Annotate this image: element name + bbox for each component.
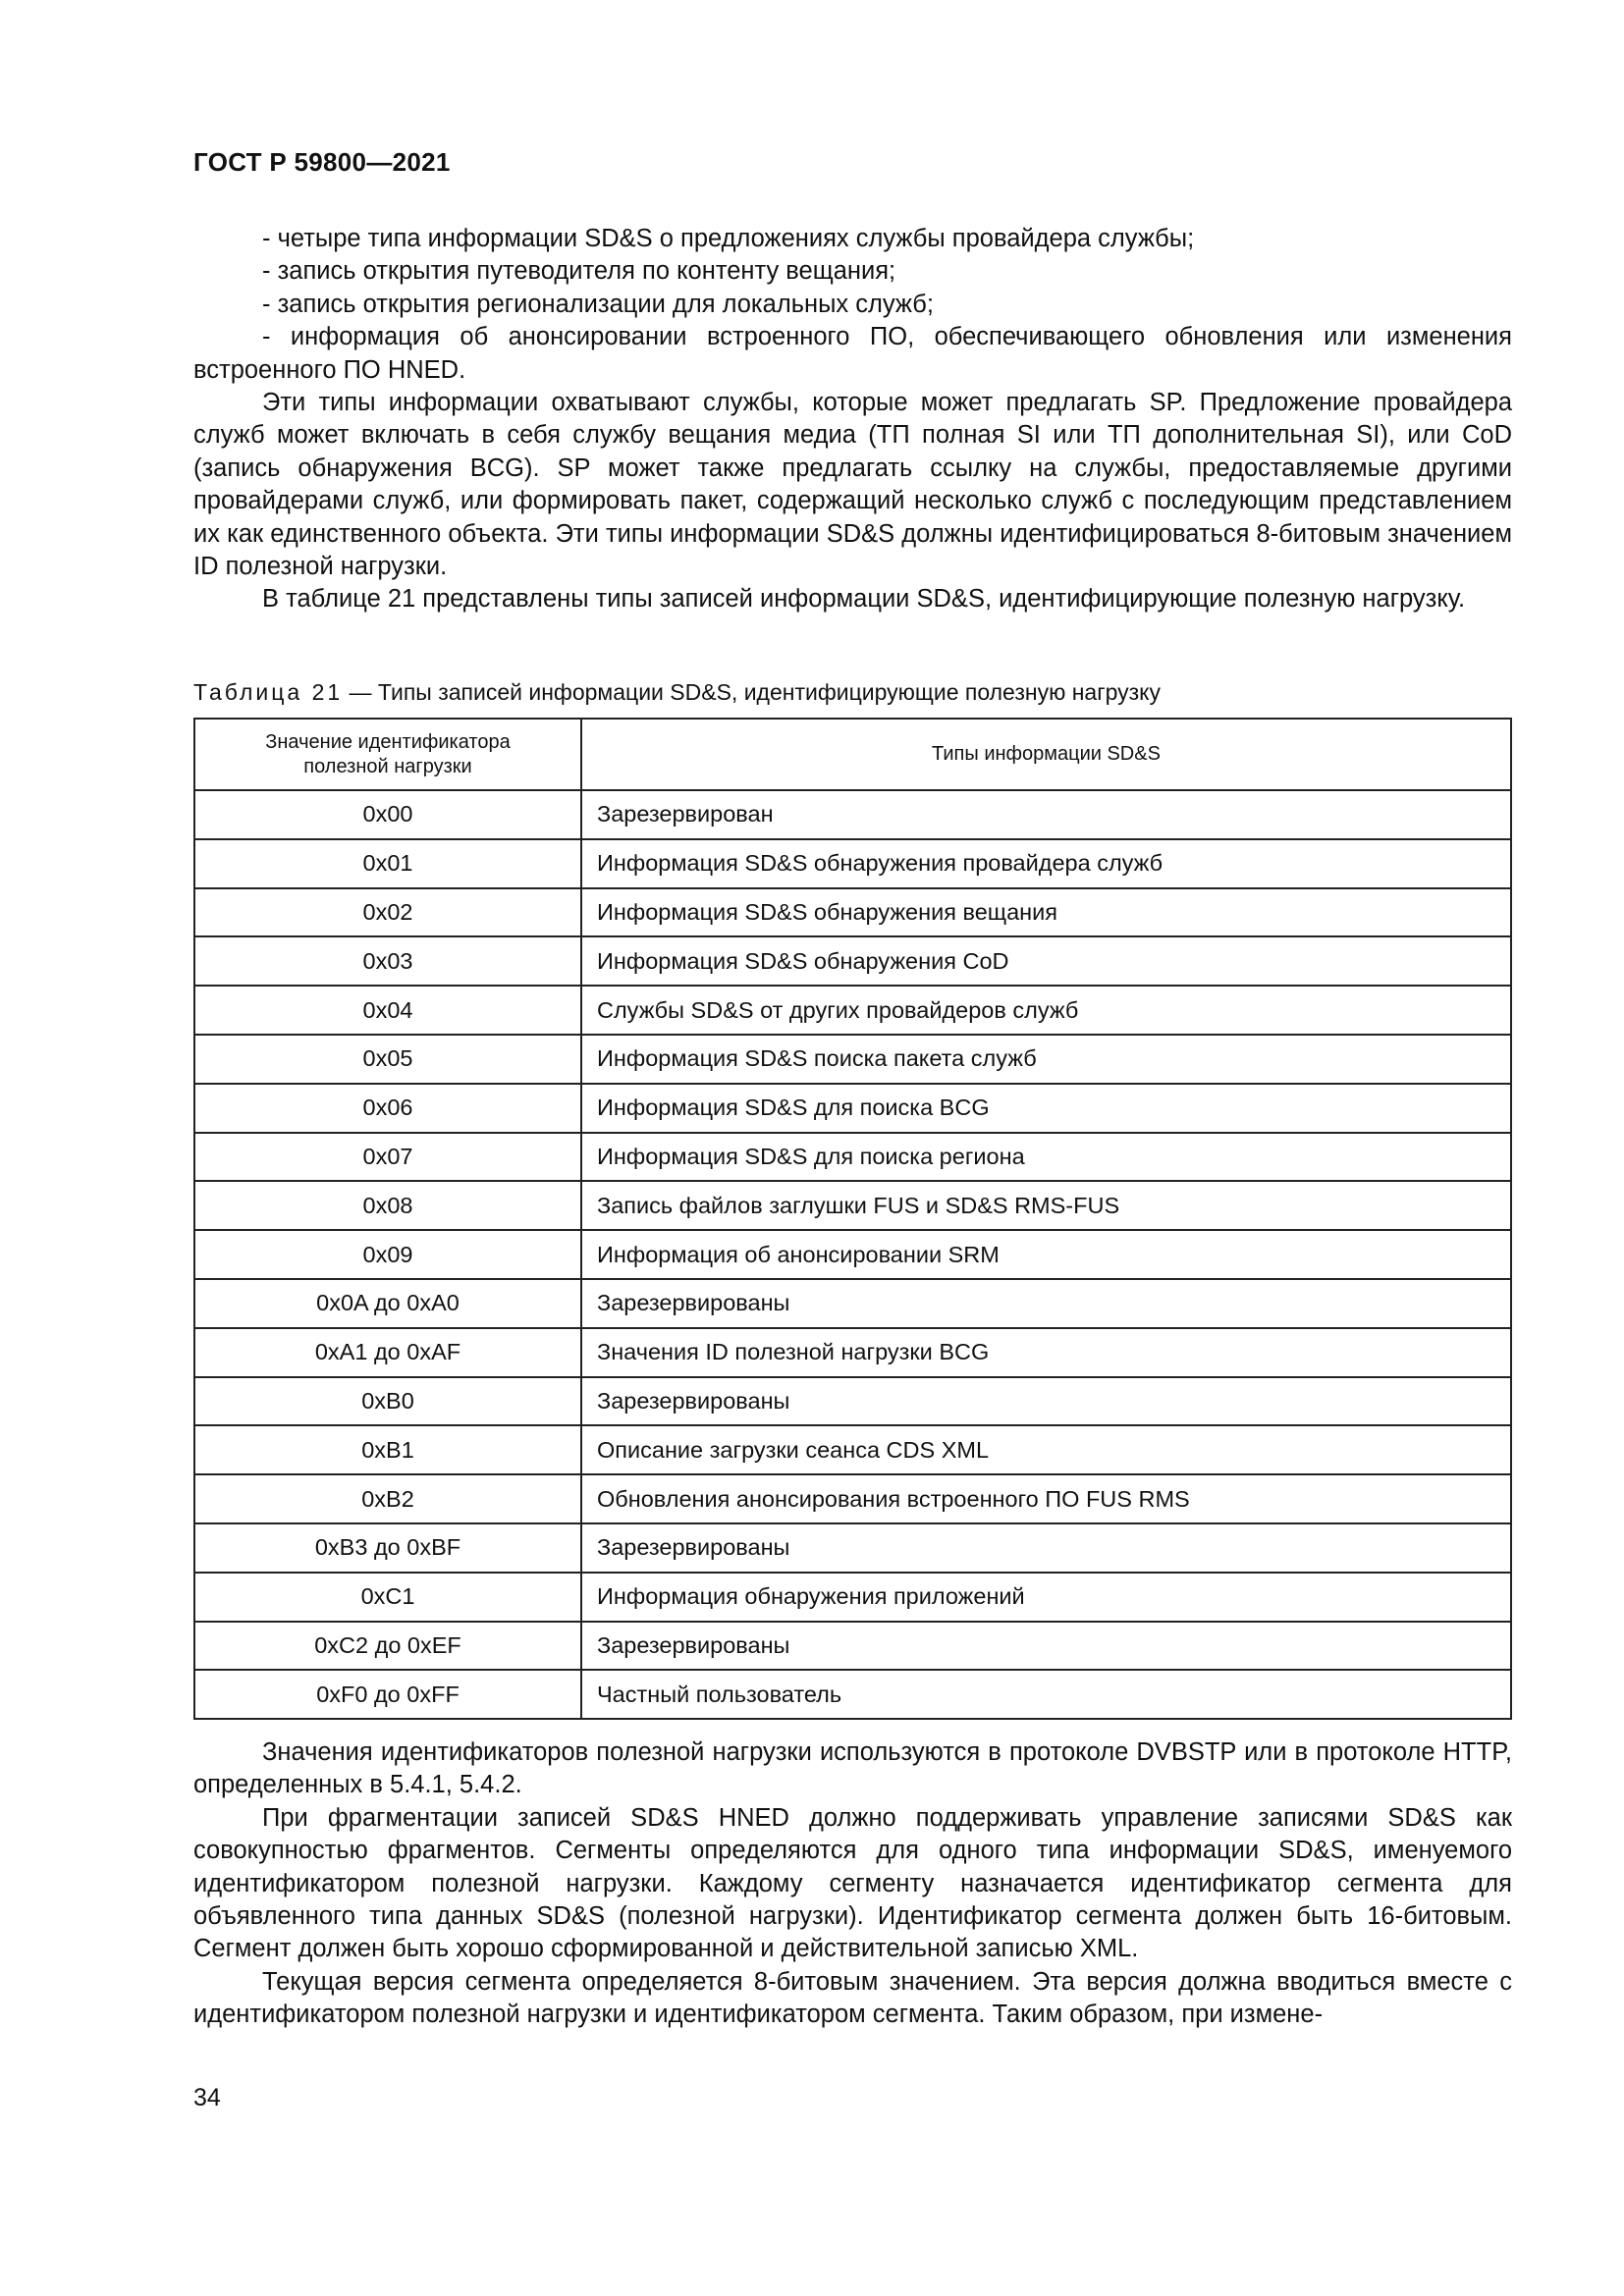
- table-row: [194, 1035, 1511, 1084]
- payload-id-cell: 0xF0 до 0xFF: [194, 1670, 581, 1719]
- table-row: [194, 1670, 1511, 1719]
- paragraph: Текущая версия сегмента определяется 8-битовым значением. Эта версия должна вводиться вместе с идентификатором полезной нагрузки и идентификатором сегмента. Таким образом, при измене-: [193, 1967, 1512, 2029]
- info-type-cell: Информация SD&S поиска пакета служб: [581, 1035, 1511, 1084]
- table-row: [194, 1084, 1511, 1133]
- payload-id-cell: 0xB1: [194, 1425, 581, 1474]
- info-type-cell: Информация SD&S для поиска BCG: [581, 1084, 1511, 1133]
- table-row: [194, 1181, 1511, 1230]
- table-row: [194, 1573, 1511, 1622]
- table-row: [194, 1622, 1511, 1671]
- table-row: [194, 1425, 1511, 1474]
- payload-id-cell: 0xA1 до 0xAF: [194, 1328, 581, 1377]
- table-row: [194, 1474, 1511, 1523]
- document-header: ГОСТ Р 59800—2021: [193, 147, 451, 177]
- paragraph: При фрагментации записей SD&S HNED должно поддерживать управление записями SD&S как совокупностью фрагментов. Сегменты определяются для одного типа информации SD&S, именуемого идентификатором полезной нагрузки. Каждому сегменту назначается идентификатор сегмента для объявленного типа данных SD&S (полезной нагрузки). Идентификатор сегмента должен быть 16-битовым. Сегмент должен быть хорошо сформированной и действительной записью XML.: [193, 1803, 1512, 1963]
- table-row: [194, 790, 1511, 839]
- payload-id-cell: 0x08: [194, 1181, 581, 1230]
- table-row: [194, 1230, 1511, 1279]
- info-type-cell: Значения ID полезной нагрузки BCG: [581, 1328, 1511, 1377]
- payload-id-cell: 0x00: [194, 790, 581, 839]
- table-caption-title: — Типы записей информации SD&S, идентифицирующие полезную нагрузку: [343, 679, 1161, 705]
- info-type-cell: Частный пользователь: [581, 1670, 1511, 1719]
- table-row: [194, 1328, 1511, 1377]
- info-type-cell: Информация SD&S обнаружения CoD: [581, 936, 1511, 986]
- info-type-cell: Службы SD&S от других провайдеров служб: [581, 986, 1511, 1035]
- table-header-row: [194, 719, 1511, 790]
- info-type-cell: Зарезервированы: [581, 1523, 1511, 1573]
- info-type-cell: Зарезервированы: [581, 1279, 1511, 1328]
- table-row: [194, 986, 1511, 1035]
- info-type-cell: Информация SD&S обнаружения провайдера служб: [581, 839, 1511, 888]
- payload-id-table: [193, 718, 1512, 1720]
- paragraph: Значения идентификаторов полезной нагрузки используются в протоколе DVBSTP или в протоколе HTTP, определенных в 5.4.1, 5.4.2.: [193, 1738, 1512, 1799]
- table-row: [194, 1523, 1511, 1573]
- list-item: - информация об анонсировании встроенного ПО, обеспечивающего обновления или изменения встроенного ПО HNED.: [193, 323, 1512, 384]
- page-number: 34: [193, 2084, 221, 2111]
- payload-id-cell: 0x06: [194, 1084, 581, 1133]
- table-caption-number: Таблица 21: [193, 679, 344, 705]
- payload-id-cell: 0x09: [194, 1230, 581, 1279]
- payload-id-cell: 0x03: [194, 936, 581, 986]
- payload-id-cell: 0x05: [194, 1035, 581, 1084]
- body-text: [193, 1736, 1512, 2032]
- header-payload-id-line1: Значение идентификатора: [265, 730, 511, 753]
- payload-id-cell: 0x0A до 0xA0: [194, 1279, 581, 1328]
- info-type-cell: Информация об анонсировании SRM: [581, 1230, 1511, 1279]
- info-type-cell: Запись файлов заглушки FUS и SD&S RMS-FUS: [581, 1181, 1511, 1230]
- info-type-cell: Информация SD&S обнаружения вещания: [581, 888, 1511, 937]
- table-row: [194, 936, 1511, 986]
- list-item: - запись открытия регионализации для локальных служб;: [262, 290, 934, 318]
- info-type-cell: Зарезервированы: [581, 1622, 1511, 1671]
- payload-id-cell: 0xB2: [194, 1474, 581, 1523]
- header-payload-id-line2: полезной нагрузки: [303, 755, 472, 777]
- list-item: - запись открытия путеводителя по контенту вещания;: [262, 257, 896, 286]
- paragraph: Эти типы информации охватывают службы, которые может предлагать SP. Предложение провайдера служб может включать в себя службу вещания медиа (ТП полная SI или ТП дополнительная SI), или CoD (запись обнаружения BCG). SP может также предлагать ссылку на службы, предоставляемые другими провайдерами служб, или формировать пакет, содержащий несколько служб с последующим представлением их как единственного объекта. Эти типы информации SD&S должны идентифицироваться 8-битовым значением ID полезной нагрузки.: [193, 389, 1512, 581]
- payload-id-cell: 0xC2 до 0xEF: [194, 1622, 581, 1671]
- header-info-type: Типы информации SD&S: [581, 719, 1511, 790]
- payload-id-cell: 0xB3 до 0xBF: [194, 1523, 581, 1573]
- table-row: [194, 839, 1511, 888]
- payload-id-cell: 0x07: [194, 1133, 581, 1182]
- payload-id-cell: 0x01: [194, 839, 581, 888]
- info-type-cell: Зарезервированы: [581, 1377, 1511, 1426]
- header-payload-id: [194, 719, 581, 790]
- info-type-cell: Обновления анонсирования встроенного ПО FUS RMS: [581, 1474, 1511, 1523]
- payload-id-cell: 0x02: [194, 888, 581, 937]
- payload-id-cell: 0x04: [194, 986, 581, 1035]
- table-row: [194, 1279, 1511, 1328]
- table-row: [194, 1133, 1511, 1182]
- payload-id-cell: 0xB0: [194, 1377, 581, 1426]
- table-caption: [193, 677, 1161, 707]
- info-type-cell: Описание загрузки сеанса CDS XML: [581, 1425, 1511, 1474]
- intro-text: [193, 223, 1512, 616]
- table-row: [194, 1377, 1511, 1426]
- info-type-cell: Информация SD&S для поиска региона: [581, 1133, 1511, 1182]
- list-item: - четыре типа информации SD&S о предложениях службы провайдера службы;: [262, 225, 1195, 252]
- payload-id-cell: 0xC1: [194, 1573, 581, 1622]
- paragraph: В таблице 21 представлены типы записей информации SD&S, идентифицирующие полезную нагрузку.: [262, 585, 1466, 614]
- info-type-cell: Информация обнаружения приложений: [581, 1573, 1511, 1622]
- table-row: [194, 888, 1511, 937]
- info-type-cell: Зарезервирован: [581, 790, 1511, 839]
